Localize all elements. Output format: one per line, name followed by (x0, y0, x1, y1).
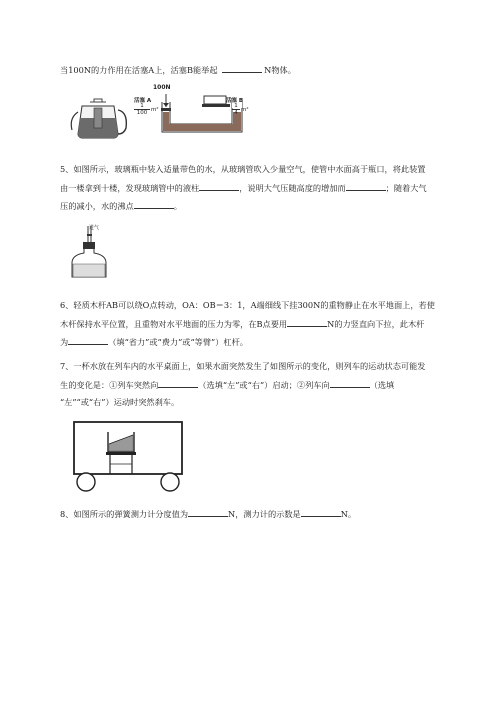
q6-line-3 (60, 336, 248, 348)
q6-blank-2[interactable] (68, 336, 108, 345)
piston-a-label: 活塞 A (134, 98, 152, 104)
area-a-numerator: 1 (134, 103, 150, 110)
area-a-denominator: 100 (136, 110, 148, 116)
q8-blank-2[interactable] (301, 508, 341, 517)
q6-text-d: （填“省力”或“费力”或“等臂”）杠杆。 (108, 337, 248, 347)
q4-blank[interactable] (222, 64, 262, 73)
area-b-denominator: 4 (234, 110, 238, 116)
q7-line-1: 7、一杯水放在列车内的水平桌面上，如果水面突然发生了如图所示的变化，则列车的运动状态可能发 (60, 361, 426, 371)
q6-blank-1[interactable] (287, 318, 327, 327)
area-b-numerator: 1 (232, 103, 240, 110)
q7-text-b: （选填“左”或“右”）启动；②列车向 (198, 380, 330, 390)
q6-text-c: 为 (60, 337, 69, 347)
teapot-figure (68, 96, 128, 142)
q7-blank-1[interactable] (158, 379, 198, 388)
q8-text-b: N，测力计的示数是 (228, 509, 301, 519)
q7-blank-2[interactable] (330, 379, 370, 388)
force-label: 100N (153, 84, 171, 91)
q6-text-a: 木杆保持水平位置，且重物对水平地面的压力为零，在B点要用 (60, 319, 288, 329)
q8-text-a: 8、如图所示的弹簧测力计分度值为 (60, 509, 189, 519)
q5-blank-2[interactable] (346, 182, 386, 191)
q8-line-1 (60, 508, 356, 520)
q5-text-b: ，说明大气压随高度的增加而 (239, 183, 346, 193)
q4-text-post: N物体。 (264, 65, 296, 75)
bottle-label: 进气 (89, 225, 100, 231)
q6-text-b: N的力竖直向下拉，此木杆 (327, 319, 425, 329)
q6-line-1: 6、轻质木杆AB可以绕O点转动，OA：OB＝3：1，A端细线下挂300N的重物静止在水平地面上，若使 (60, 300, 435, 310)
q5-line-3 (60, 200, 182, 212)
area-a-unit: m² (151, 107, 159, 113)
q5-text-a: 由一楼拿到十楼，发现玻璃管中的液柱 (60, 183, 200, 193)
q4-text-pre: 当100N的力作用在活塞A上，活塞B能举起 (60, 65, 218, 75)
piston-b-label: 活塞 B (226, 98, 244, 104)
q7-line-2 (60, 379, 394, 391)
q6-line-2 (60, 318, 424, 330)
q5-line-1: 5、如图所示，玻璃瓶中装入适量带色的水，从玻璃管吹入少量空气，使管中水面高于瓶口，将此装置 (60, 164, 426, 174)
area-b-unit: m² (241, 107, 249, 113)
q8-text-c: N。 (340, 509, 357, 519)
q8-blank-1[interactable] (188, 508, 228, 517)
piston-b-area (232, 103, 240, 116)
q7-line-3: “左”“或“右”）运动时突然刹车。 (60, 397, 180, 407)
bottle-figure (66, 224, 112, 280)
q7-text-a: 生的变化是：①列车突然向 (60, 380, 159, 390)
q5-blank-1[interactable] (199, 182, 239, 191)
q5-line-2 (60, 182, 427, 194)
train-car-figure (68, 418, 188, 492)
q5-text-c: ；随着大气 (385, 183, 427, 193)
q5-blank-3[interactable] (134, 200, 174, 209)
q4-text (60, 64, 296, 76)
q5-text-e: 。 (173, 201, 182, 211)
q7-text-c: （选填 (369, 380, 395, 390)
piston-a-area (134, 103, 150, 116)
q5-text-d: 压的减小，水的沸点 (60, 201, 134, 211)
